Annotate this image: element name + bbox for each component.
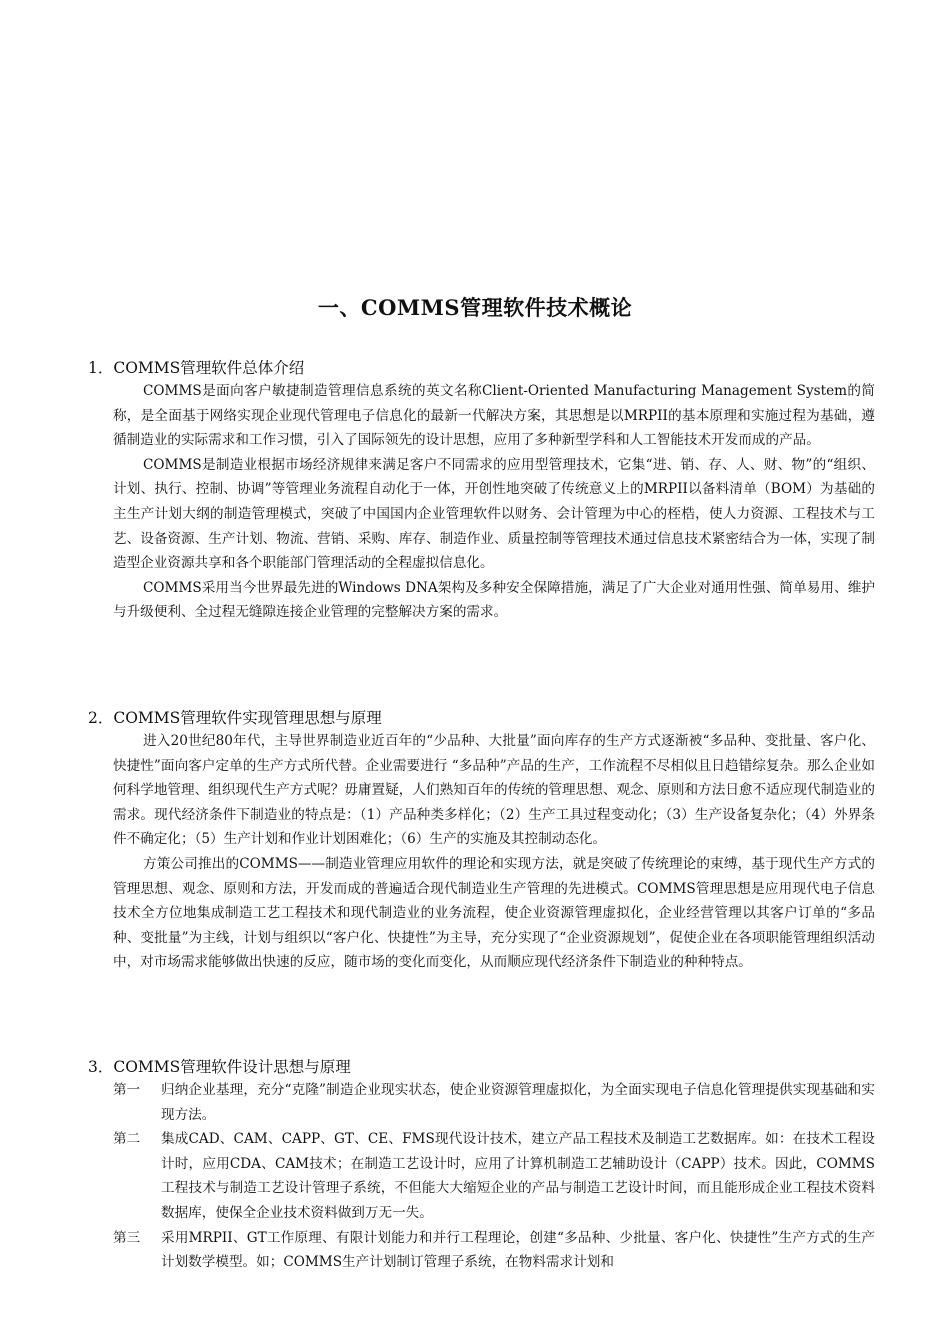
section-overview bbox=[88, 357, 888, 625]
section-heading: 3．COMMS管理软件设计思想与原理 bbox=[88, 1058, 351, 1076]
section-heading: 2．COMMS管理软件实现管理思想与原理 bbox=[88, 709, 382, 727]
list-item-label: 第一 bbox=[113, 1082, 141, 1098]
section-design-principles bbox=[88, 1056, 888, 1275]
list-item bbox=[113, 1127, 875, 1225]
paragraph: COMMS是面向客户敏捷制造管理信息系统的英文名称Client-Oriented Manufacturing Management System的简称，是全面基于网络实现企业现代管理电子信息化的最新一代解决方案，其思想是以MRPII的基本原理和实施过程为基础，遵循制造业的实际需求和工作习惯，引入了国际领先的设计思想，应用了多种新型学科和人工智能技术开发而成的产品。 bbox=[113, 383, 875, 449]
page-title: 一、COMMS管理软件技术概论 bbox=[317, 295, 633, 320]
paragraph: 方策公司推出的COMMS——制造业管理应用软件的理论和实现方法，就是突破了传统理论的束缚，基于现代生产方式的管理思想、观念、原则和方法，开发而成的普遍适合现代制造业生产管理的先进模式。COMMS管理思想是应用现代电子信息技术全方位地集成制造工艺工程技术和现代制造业的业务流程，使企业资源管理虚拟化，企业经营管理以其客户订单的“多品种、变批量”为主线，计划与组织以“客户化、快捷性”为主导，充分实现了“企业资源规划”，促使企业在各项职能管理组织活动中，对市场需求能够做出快速的反应，随市场的变化而变化，从而顺应现代经济条件下制造业的种种特点。 bbox=[113, 855, 875, 971]
list-item-text: 采用MRPII、GT工作原理、有限计划能力和并行工程理论，创建“多品种、少批量、客户化、快捷性”生产方式的生产计划数学模型。如；COMMS生产计划制订管理子系统，在物料需求计划和 bbox=[161, 1229, 875, 1271]
section-heading: 1．COMMS管理软件总体介绍 bbox=[88, 359, 305, 377]
paragraph: 进入20世纪80年代，主导世界制造业近百年的“少品种、大批量”面向库存的生产方式逐渐被“多品种、变批量、客户化、快捷性”面向客户定单的生产方式所代替。企业需要进行 “多品种”产品的生产，工作流程不尽相似且日趋错综复杂。那么企业如何科学地管理、组织现代生产方式呢？毋庸置疑，人们熟知百年的传统的管理思想、观念、原则和方法日愈不适应现代制造业的需求。现代经济条件下制造业的特点是：（1）产品种类多样化；（2）生产工具过程变动化；（3）生产设备复杂化；（4）外界条件不确定化；（5）生产计划和作业计划困难化；（6）生产的实施及其控制动态化。 bbox=[113, 733, 875, 848]
section-management-principles bbox=[88, 707, 888, 975]
list-item-text: 归纳企业基理，充分“克隆”制造企业现实状态，使企业资源管理虚拟化，为全面实现电子信息化管理提供实现基础和实现方法。 bbox=[161, 1082, 875, 1123]
paragraph: COMMS是制造业根据市场经济规律来满足客户不同需求的应用型管理技术，它集“进、销、存、人、财、物”的“组织、计划、执行、控制、协调”等管理业务流程自动化于一体，开创性地突破了传统意义上的MRPII以备料清单（BOM）为基础的主生产计划大纲的制造管理模式，突破了中国国内企业管理软件以财务、会计管理为中心的桎梏，使人力资源、工程技术与工艺、设备资源、生产计划、物流、营销、采购、库存、制造作业、质量控制等管理技术通过信息技术紧密结合为一体，实现了制造型企业资源共享和各个职能部门管理活动的全程虚拟信息化。 bbox=[113, 456, 875, 572]
list-item-label: 第二 bbox=[113, 1131, 141, 1148]
list-item-text: 集成CAD、CAM、CAPP、GT、CE、FMS现代设计技术，建立产品工程技术及制造工艺数据库。如：在技术工程设计时，应用CDA、CAM技术；在制造工艺设计时，应用了计算机制造工艺辅助设计（CAPP）技术。因此，COMMS工程技术与制造工艺设计管理子系统，不但能大大缩短企业的产品与制造工艺设计时间，而且能形成企业工程技术资料数据库，使保全企业技术资料做到万无一失。 bbox=[161, 1131, 875, 1221]
list-item-label: 第三 bbox=[113, 1229, 141, 1246]
list-item bbox=[113, 1078, 875, 1127]
list-item bbox=[113, 1226, 875, 1275]
paragraph: COMMS采用当今世界最先进的Windows DNA架构及多种安全保障措施，满足了广大企业对通用性强、简单易用、维护与升级便利、全过程无缝隙连接企业管理的完整解决方案的需求。 bbox=[113, 579, 875, 621]
